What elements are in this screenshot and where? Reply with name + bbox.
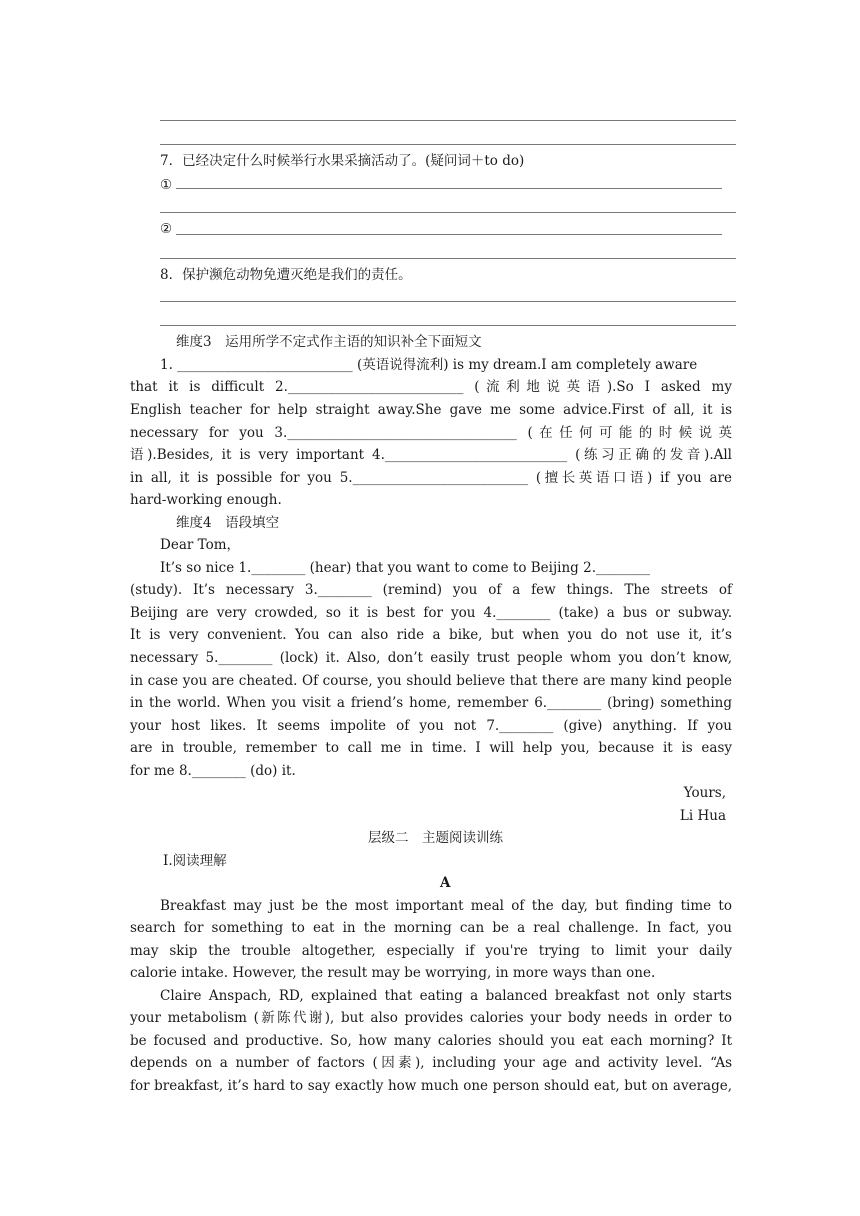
letter-signature: Li Hua — [679, 808, 726, 824]
answer-line[interactable] — [160, 301, 736, 302]
dim3-line: that it is difficult 2.__________________________ (流利地说英语).So I asked my — [130, 379, 732, 395]
level2-title: 层级二 主题阅读训练 — [368, 830, 503, 846]
letter-greeting: Dear Tom， — [160, 537, 240, 553]
dim3-heading: 维度3 运用所学不定式作主语的知识补全下面短文 — [176, 334, 482, 350]
q7-label-1: ① — [160, 177, 173, 193]
answer-line[interactable] — [176, 234, 722, 235]
answer-line[interactable] — [160, 212, 736, 213]
dim4-heading: 维度4 语段填空 — [176, 515, 280, 531]
passage-line: depends on a number of factors (因素), including your age and activity level. “As — [130, 1055, 732, 1071]
answer-line[interactable] — [176, 188, 722, 189]
letter-line: are in trouble, remember to call me in time. I will help you, because it is easy — [130, 740, 732, 756]
passage-line: calorie intake. However, the result may be worrying, in more ways than one. — [130, 965, 656, 981]
dim3-line: in all, it is possible for you 5.__________________________ (擅长英语口语) if you are — [130, 470, 732, 486]
answer-line[interactable] — [160, 120, 736, 121]
dim3-line: 语).Besides, it is very important 4.___________________________ (练习正确的发音).All — [130, 447, 732, 463]
letter-line: your host likes. It seems impolite of you not 7.________ (give) anything. If you — [130, 718, 732, 734]
dim3-line: necessary for you 3.__________________________________ (在任何可能的时候说英 — [130, 425, 732, 441]
section-heading: Ⅰ.阅读理解 — [163, 853, 227, 869]
letter-line: necessary 5.________ (lock) it. Also, don’t easily trust people whom you don’t know, — [130, 650, 732, 666]
letter-line: (study). It’s necessary 3.________ (remind) you of a few things. The streets of — [130, 582, 732, 598]
q7-prompt: 7．已经决定什么时候举行水果采摘活动了。(疑问词＋to do) — [160, 153, 525, 169]
passage-line: your metabolism (新陈代谢), but also provides calories your body needs in order to — [130, 1010, 732, 1026]
dim3-line: English teacher for help straight away.She gave me some advice.First of all, it is — [130, 402, 732, 418]
passage-line: search for something to eat in the morning can be a real challenge. In fact, you — [130, 920, 732, 936]
passage-line: be focused and productive. So, how many calories should you eat each morning? It — [130, 1033, 732, 1049]
q7-label-2: ② — [160, 221, 173, 237]
answer-line[interactable] — [160, 258, 736, 259]
answer-line[interactable] — [160, 325, 736, 326]
passage-line: Breakfast may just be the most important meal of the day, but finding time to — [160, 898, 732, 914]
letter-line: It’s so nice 1.________ (hear) that you want to come to Beijing 2.________ — [160, 560, 650, 576]
letter-line: Beijing are very crowded, so it is best for you 4.________ (take) a bus or subway. — [130, 605, 732, 621]
letter-line: It is very convenient. You can also ride a bike, but when you do not use it, it’s — [130, 627, 732, 643]
passage-label: A — [440, 875, 451, 891]
letter-closing: Yours, — [683, 785, 726, 801]
letter-line: for me 8.________ (do) it. — [130, 763, 296, 779]
letter-line: in the world. When you visit a friend’s home, remember 6.________ (bring) something — [130, 695, 732, 711]
passage-line: may skip the trouble altogether, especially if you're trying to limit your daily — [130, 943, 732, 959]
passage-line: Claire Anspach, RD, explained that eating a balanced breakfast not only starts — [160, 988, 732, 1004]
passage-line: for breakfast, it’s hard to say exactly how much one person should eat, but on average, — [130, 1078, 732, 1094]
dim3-line: hard-working enough. — [130, 492, 282, 508]
letter-line: in case you are cheated. Of course, you should believe that there are many kind people — [130, 673, 732, 689]
answer-line[interactable] — [160, 144, 736, 145]
dim3-line: 1. __________________________ (英语说得流利) is my dream.I am completely aware — [160, 357, 698, 373]
q8-prompt: 8．保护濒危动物免遭灭绝是我们的责任。 — [160, 267, 412, 283]
